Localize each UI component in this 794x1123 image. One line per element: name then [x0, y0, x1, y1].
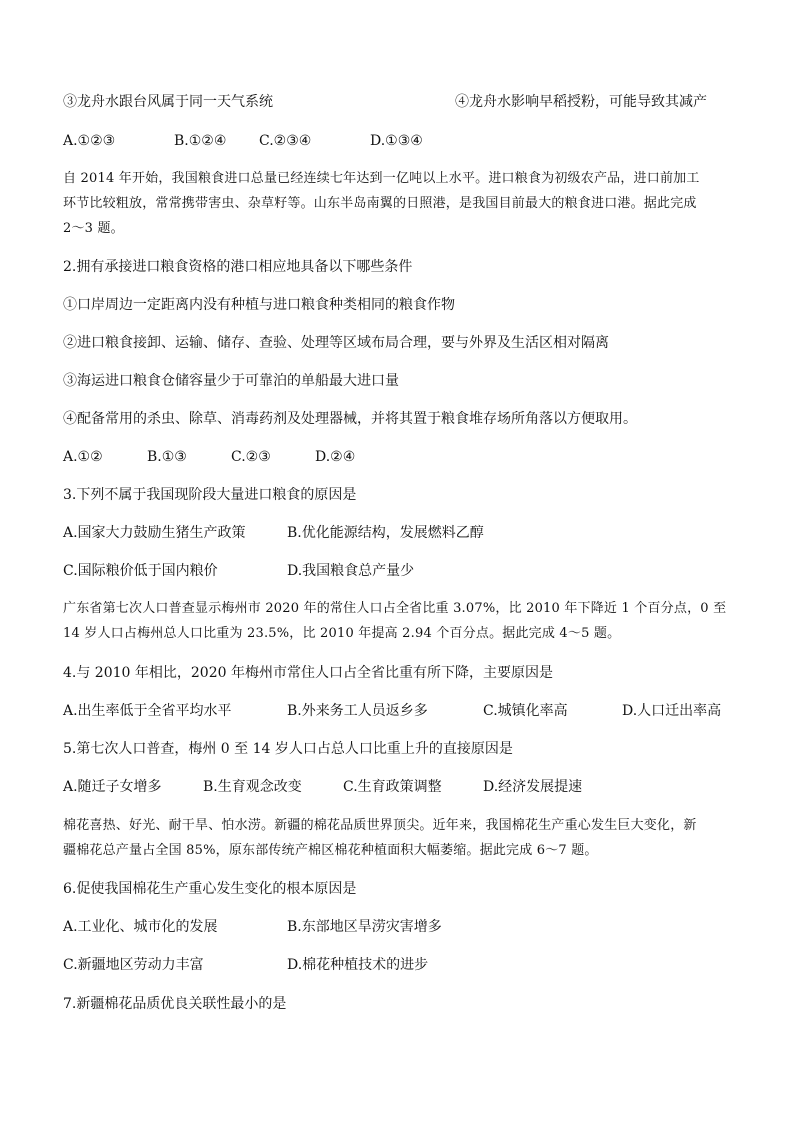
q1-statement-4: ④龙舟水影响早稻授粉，可能导致其减产 [455, 94, 707, 110]
q7-stem: 7.新疆棉花品质优良关联性最小的是 [63, 996, 287, 1012]
passage2-line-2: 14 岁人口占梅州总人口比重为 23.5%，比 2010 年提高 2.94 个百分点。据此完成 4～5 题。 [63, 626, 621, 641]
passage3-line-1: 棉花喜热、好光、耐干旱、怕水涝。新疆的棉花品质世界顶尖。近年来，我国棉花生产重心发生巨大变化，新 [63, 818, 697, 833]
q5-stem: 5.第七次人口普查，梅州 0 至 14 岁人口占总人口比重上升的直接原因是 [63, 741, 513, 757]
q5-option-c: C.生育政策调整 [343, 779, 442, 795]
q1-option-d: D.①③④ [370, 133, 423, 149]
q3-option-b: B.优化能源结构，发展燃料乙醇 [287, 525, 484, 541]
q5-option-d: D.经济发展提速 [483, 779, 583, 795]
q1-option-c: C.②③④ [259, 133, 312, 149]
passage1-line-2: 环节比较粗放，常常携带害虫、杂草籽等。山东半岛南翼的日照港，是我国目前最大的粮食进口港。据此完成 [63, 196, 697, 211]
passage1-line-1: 自 2014 年开始，我国粮食进口总量已经连续七年达到一亿吨以上水平。进口粮食为初级农产品，进口前加工 [63, 171, 700, 186]
q6-option-c: C.新疆地区劳动力丰富 [63, 957, 204, 973]
q6-option-a: A.工业化、城市化的发展 [63, 919, 218, 935]
q6-option-d: D.棉花种植技术的进步 [287, 957, 429, 973]
q2-option-c: C.②③ [231, 449, 271, 465]
q1-option-b: B.①②④ [174, 133, 227, 149]
q3-stem: 3.下列不属于我国现阶段大量进口粮食的原因是 [63, 487, 357, 503]
passage1-line-3: 2～3 题。 [63, 221, 124, 236]
q2-option-a: A.①② [63, 449, 103, 465]
q2-statement-1: ①口岸周边一定距离内没有种植与进口粮食种类相同的粮食作物 [63, 297, 455, 313]
passage3-line-2: 疆棉花总产量占全国 85%，原东部传统产棉区棉花种植面积大幅萎缩。据此完成 6～7 题。 [63, 843, 598, 858]
q2-stem: 2.拥有承接进口粮食资格的港口相应地具备以下哪些条件 [63, 259, 413, 275]
q5-option-b: B.生育观念改变 [203, 779, 302, 795]
q3-option-c: C.国际粮价低于国内粮价 [63, 563, 218, 579]
q4-option-a: A.出生率低于全省平均水平 [63, 703, 232, 719]
q4-option-b: B.外来务工人员返乡多 [287, 703, 428, 719]
q2-statement-2: ②进口粮食接卸、运输、储存、查验、处理等区域布局合理，要与外界及生活区相对隔离 [63, 335, 609, 351]
q3-option-d: D.我国粮食总产量少 [287, 563, 415, 579]
q4-option-c: C.城镇化率高 [483, 703, 568, 719]
q6-option-b: B.东部地区旱涝灾害增多 [287, 919, 442, 935]
q4-stem: 4.与 2010 年相比，2020 年梅州市常住人口占全省比重有所下降，主要原因是 [63, 665, 553, 681]
q2-statement-3: ③海运进口粮食仓储容量少于可靠泊的单船最大进口量 [63, 373, 399, 389]
q5-option-a: A.随迁子女增多 [63, 779, 162, 795]
q2-statement-4: ④配备常用的杀虫、除草、消毒药剂及处理器械，并将其置于粮食堆存场所角落以方便取用。 [63, 411, 637, 427]
q2-option-b: B.①③ [147, 449, 187, 465]
q1-option-a: A.①②③ [63, 133, 116, 149]
q1-statement-3: ③龙舟水跟台风属于同一天气系统 [63, 94, 273, 110]
passage2-line-1: 广东省第七次人口普查显示梅州市 2020 年的常住人口占全省比重 3.07%，比 2010 年下降近 1 个百分点，0 至 [63, 601, 727, 616]
q4-option-d: D.人口迁出率高 [622, 703, 722, 719]
q6-stem: 6.促使我国棉花生产重心发生变化的根本原因是 [63, 881, 357, 897]
q2-option-d: D.②④ [315, 449, 356, 465]
q3-option-a: A.国家大力鼓励生猪生产政策 [63, 525, 246, 541]
